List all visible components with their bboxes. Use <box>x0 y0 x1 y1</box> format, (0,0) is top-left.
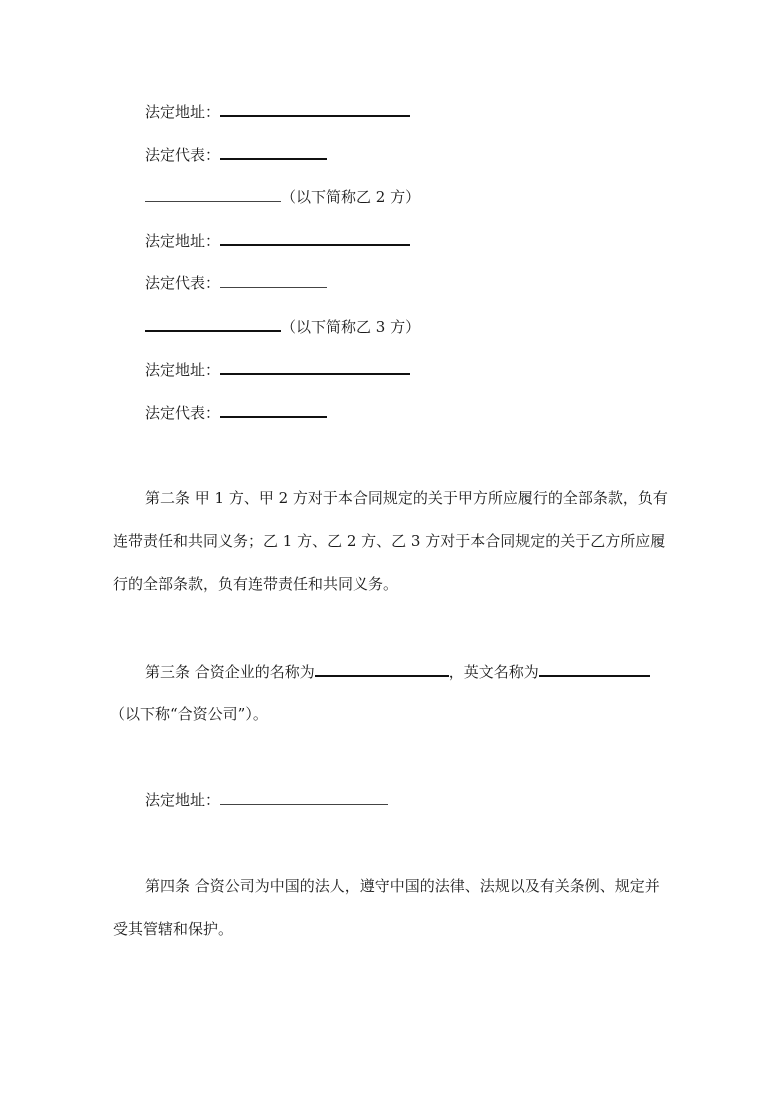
b1-address-label: 法定地址： <box>145 103 221 121</box>
b1-representative-label: 法定代表： <box>145 146 221 164</box>
article3-line2: （以下称“合资公司”）。 <box>110 705 268 723</box>
article3-middle: ，英文名称为 <box>448 663 539 681</box>
b2-address-label: 法定地址： <box>145 232 221 250</box>
b2-address-line <box>145 230 410 251</box>
article3-line1 <box>145 661 650 682</box>
b3-address-line <box>145 359 410 380</box>
article4-line2: 受其管辖和保护。 <box>113 920 234 938</box>
legal-address-label: 法定地址： <box>145 791 221 809</box>
b3-name-blank[interactable] <box>145 316 281 332</box>
company-name-blank[interactable] <box>315 661 449 677</box>
article4-line1: 第四条 合资公司为中国的法人，遵守中国的法律、法规以及有关条例、规定并 <box>145 877 660 895</box>
legal-address-line <box>145 790 388 810</box>
b3-representative-label: 法定代表： <box>145 404 221 422</box>
legal-address-blank[interactable] <box>220 790 388 805</box>
b2-suffix: （以下简称乙 2 方） <box>281 188 421 206</box>
b3-name-line <box>145 316 420 337</box>
b2-name-blank[interactable] <box>145 187 281 202</box>
english-name-blank[interactable] <box>539 661 650 677</box>
b3-address-label: 法定地址： <box>145 361 221 379</box>
article3-prefix: 第三条 合资企业的名称为 <box>145 663 315 681</box>
b3-suffix: （以下简称乙 3 方） <box>281 318 421 336</box>
b2-name-line <box>145 187 420 207</box>
article2-line1: 第二条 甲 1 方、甲 2 方对于本合同规定的关于甲方所应履行的全部条款，负有 <box>145 489 668 507</box>
b3-address-blank[interactable] <box>220 359 410 375</box>
b3-representative-blank[interactable] <box>220 402 327 418</box>
b1-address-blank[interactable] <box>220 101 410 117</box>
b1-representative-line <box>145 144 327 165</box>
b3-representative-line <box>145 402 327 423</box>
b2-representative-label: 法定代表： <box>145 274 221 292</box>
b2-representative-line <box>145 273 327 293</box>
article2-line3: 行的全部条款，负有连带责任和共同义务。 <box>113 575 399 593</box>
b2-address-blank[interactable] <box>220 230 410 246</box>
b1-representative-blank[interactable] <box>220 144 327 160</box>
b2-representative-blank[interactable] <box>220 273 327 288</box>
b1-address-line <box>145 101 410 122</box>
article2-line2: 连带责任和共同义务；乙 1 方、乙 2 方、乙 3 方对于本合同规定的关于乙方所应履 <box>113 532 666 550</box>
